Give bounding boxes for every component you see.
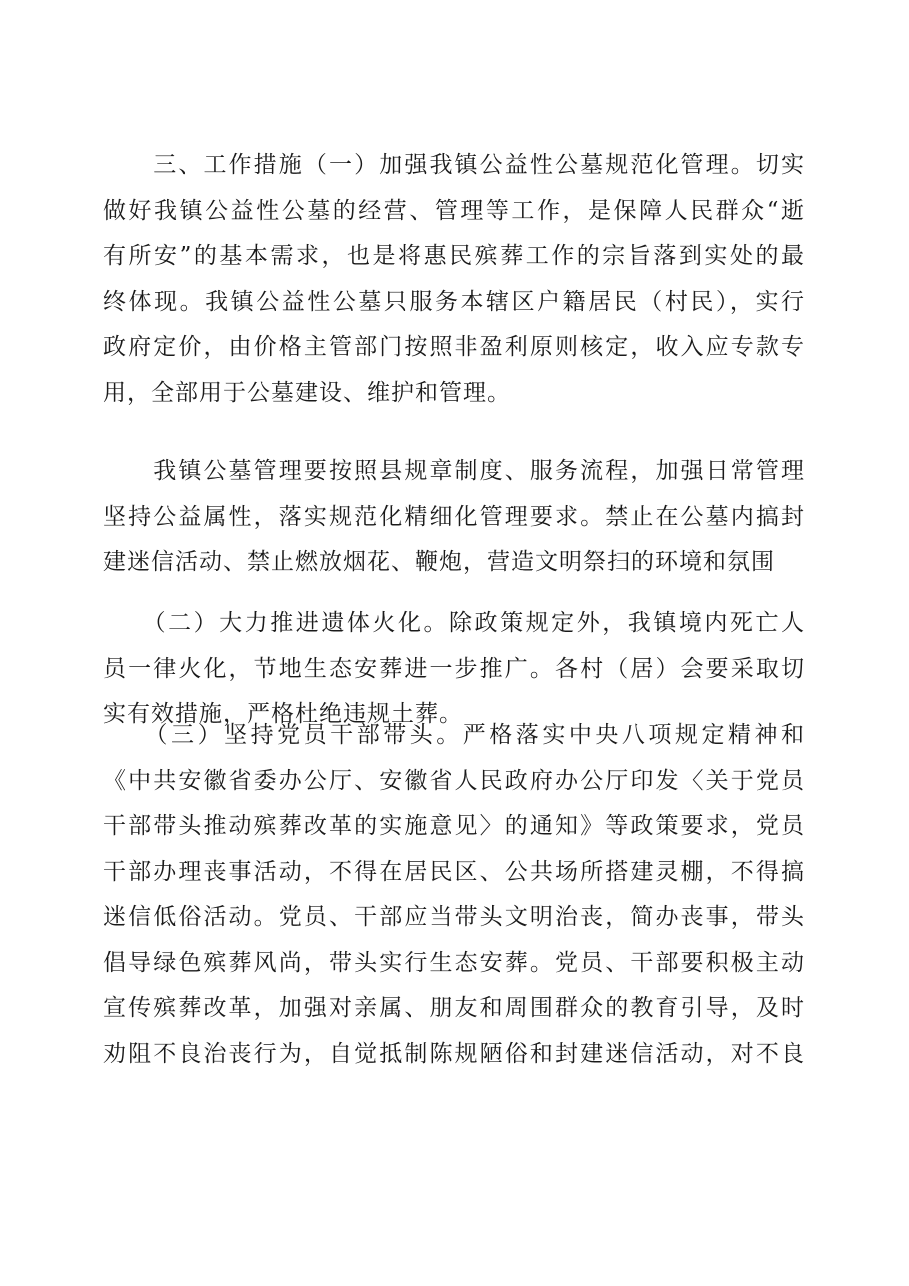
paragraph-work-measures-1: [103, 143, 805, 416]
text-line: 实有效措施，严格杜绝违规土葬。: [103, 701, 463, 727]
text-line: 员一律火化，节地生态安葬进一步推广。各村（居）会要采取切: [103, 655, 805, 682]
text-line: 劝阻不良治丧行为，自觉抵制陈规陋俗和封建迷信活动，对不良: [103, 1040, 805, 1067]
paragraph-cemetery-management: [103, 449, 805, 586]
text-line: 迷信低俗活动。党员、干部应当带头文明治丧，简办丧事，带头: [103, 904, 805, 930]
text-line: （二）大力推进遗体火化。除政策规定外，我镇境内死亡人: [103, 610, 805, 636]
text-line: 三、工作措施（一）加强我镇公益性公墓规范化管理。切实: [103, 152, 805, 178]
text-line: 倡导绿色殡葬风尚，带头实行生态安葬。党员、干部要积极主动: [103, 949, 805, 976]
text-line: 终体现。我镇公益性公墓只服务本辖区户籍居民（村民），实行: [103, 288, 805, 315]
text-line: 政府定价，由价格主管部门按照非盈利原则核定，收入应专款专: [103, 334, 805, 360]
text-line: 《中共安徽省委办公厅、安徽省人民政府办公厅印发〈关于党员: [103, 767, 805, 794]
text-line: 有所安”的基本需求，也是将惠民殡葬工作的宗旨落到实处的最: [103, 243, 805, 269]
paragraph-party-members-lead: [103, 713, 805, 1077]
text-line: 做好我镇公益性公墓的经营、管理等工作，是保障人民群众“逝: [103, 197, 805, 224]
text-line: 建迷信活动、禁止燃放烟花、鞭炮，营造文明祭扫的环境和氛围: [103, 549, 775, 575]
text-line: （三）坚持党员干部带头。严格落实中央八项规定精神和: [103, 722, 805, 748]
text-line: 我镇公墓管理要按照县规章制度、服务流程，加强日常管理: [103, 458, 805, 484]
text-line: 用，全部用于公墓建设、维护和管理。: [103, 379, 511, 406]
text-line: 坚持公益属性，落实规范化精细化管理要求。禁止在公墓内搞封: [103, 503, 805, 530]
text-line: 宣传殡葬改革，加强对亲属、朋友和周围群众的教育引导，及时: [103, 995, 805, 1021]
text-line: 干部带头推动殡葬改革的实施意见〉的通知》等政策要求，党员: [103, 813, 805, 839]
text-line: 干部办理丧事活动，不得在居民区、公共场所搭建灵棚，不得搞: [103, 858, 805, 885]
